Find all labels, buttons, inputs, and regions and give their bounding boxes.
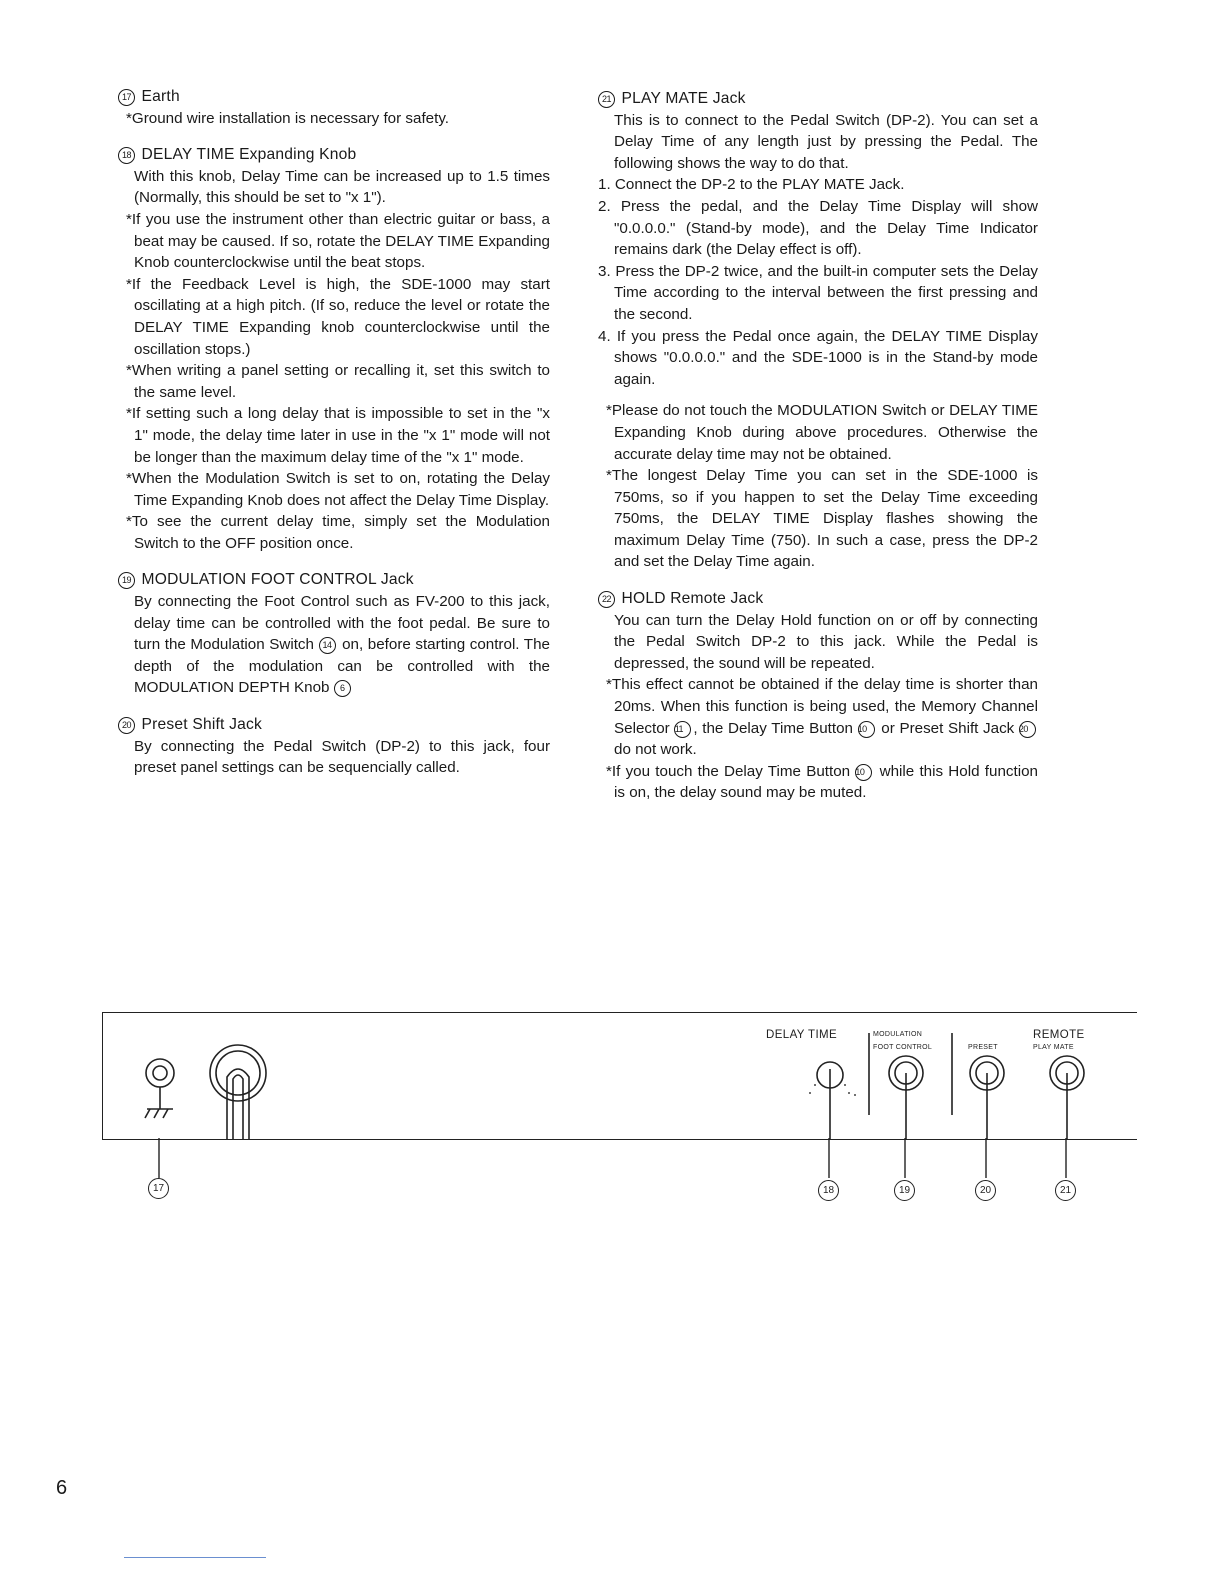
bullet: *If you use the instrument other than electric guitar or bass, a beat may be caused. If so, rotate the DELAY TIME Expanding Knob counterclockwise until the beat stops. [126, 210, 550, 272]
body-text [118, 591, 550, 699]
step-text: If you press the Pedal once again, the DELAY TIME Display shows "0.0.0.0." and the SDE-1000 is in the Stand-by mode again. [614, 327, 1038, 388]
section-title [118, 144, 550, 166]
item-number: 20 [118, 717, 135, 734]
bullet-part: *If you touch the Delay Time Button [606, 762, 851, 780]
section-title [598, 588, 1038, 610]
bullet-part: or Preset Shift Jack [881, 719, 1015, 737]
bullet: *Please do not touch the MODULATION Switch or DELAY TIME Expanding Knob during above procedures. Otherwise the accurate delay time may not be obtained. [606, 402, 1038, 463]
label-foot-control: FOOT CONTROL [873, 1044, 933, 1051]
bullet-part: *This effect cannot be obtained if the delay time is shorter than 20ms. When this function is being used, the Memory Channel Selector [606, 676, 1038, 737]
callout-17: 17 [148, 1178, 169, 1199]
body-text: You can turn the Delay Hold function on or off by connecting the Pedal Switch DP-2 to this jack. While the Pedal is depressed, the sound will be repeated. [614, 611, 1038, 672]
section-title [118, 569, 550, 591]
label-play-mate: PLAY MATE [1033, 1044, 1074, 1051]
section-title-text: Earth [141, 88, 180, 105]
earth-terminal-icon [145, 1059, 174, 1118]
step-text: Press the DP-2 twice, and the built-in computer sets the Delay Time according to the interval between the first pressing and the second. [614, 262, 1038, 323]
section-play-mate [598, 88, 1038, 573]
ref-number: 20 [1019, 721, 1036, 738]
step-item [598, 196, 1038, 261]
step-text: Press the pedal, and the Delay Time Display will show "0.0.0.0." (Stand-by mode), and the Delay Time Indicator remains dark (the Delay effect is off). [614, 197, 1038, 259]
section-title-text: DELAY TIME Expanding Knob [141, 146, 357, 164]
step-text: Connect the DP-2 to the PLAY MATE Jack. [614, 176, 905, 194]
section-modulation-jack [118, 569, 550, 699]
item-number: 17 [118, 89, 135, 106]
left-column [118, 86, 550, 779]
section-title-text: MODULATION FOOT CONTROL Jack [141, 571, 414, 589]
ref-number: 10 [855, 764, 872, 781]
bullet [598, 761, 1038, 804]
body-part: By connecting the Foot Control such as FV-200 to this jack, delay time can be controlled with the foot pedal. Be sure to turn the Modulation Switch [134, 593, 550, 654]
body-part: on, before starting control. The depth of the modulation can be controlled with the MODULATION DEPTH Knob [134, 636, 550, 697]
section-title [118, 86, 550, 108]
bullet: *When the Modulation Switch is set to on, rotating the Delay Time Expanding Knob does not affect the Delay Time Display. [126, 470, 550, 509]
power-cable-icon [210, 1045, 266, 1139]
step-number: 4. [598, 327, 611, 345]
step-item [598, 326, 1038, 391]
knob-scale-dots [809, 1084, 856, 1096]
section-title-text: PLAY MATE Jack [621, 90, 746, 107]
label-delay-time: DELAY TIME [766, 1029, 838, 1041]
item-number: 21 [598, 91, 615, 108]
item-number: 22 [598, 591, 615, 608]
section-title-text: Preset Shift Jack [141, 716, 262, 734]
preset-jack-icon [970, 1056, 1004, 1139]
modulation-jack-icon [889, 1056, 923, 1139]
bullet-part: while this Hold function is on, the delay sound may be muted. [614, 762, 1038, 802]
item-number: 18 [118, 147, 135, 164]
step-item [598, 261, 1038, 326]
callout-21: 21 [1055, 1180, 1076, 1201]
rear-panel-drawing [103, 1013, 1137, 1139]
label-remote: REMOTE [1033, 1029, 1085, 1041]
section-hold-remote [598, 588, 1038, 804]
section-title [118, 714, 550, 736]
callout-19: 19 [894, 1180, 915, 1201]
ref-number: 6 [334, 680, 351, 697]
ref-number: 10 [858, 721, 875, 738]
bullet [598, 674, 1038, 760]
step-number: 3. [598, 262, 611, 280]
bullet: *When writing a panel setting or recalling it, set this switch to the same level. [126, 362, 550, 401]
step-item [598, 174, 1038, 196]
label-modulation: MODULATION [873, 1031, 923, 1038]
callout-18: 18 [818, 1180, 839, 1201]
footer-rule [124, 1557, 266, 1558]
section-delay-time-knob [118, 144, 550, 554]
ref-number: 14 [319, 637, 336, 654]
item-number: 19 [118, 572, 135, 589]
label-preset: PRESET [968, 1044, 998, 1051]
right-column [598, 88, 1038, 804]
bullet-part: do not work. [614, 741, 697, 759]
body-text: By connecting the Pedal Switch (DP-2) to this jack, four preset panel settings can be sequencially called. [134, 737, 550, 777]
section-title [598, 88, 1038, 110]
bullet: *If setting such a long delay that is impossible to set in the "x 1" mode, the delay time later in use in the "x 1" mode will not be longer than the maximum delay time of the "x 1" mode. [126, 405, 550, 466]
ref-number: 11 [674, 721, 691, 738]
delay-time-knob-icon [817, 1062, 843, 1139]
section-preset-shift [118, 714, 550, 779]
bullet: *To see the current delay time, simply set the Modulation Switch to the OFF position once. [126, 513, 550, 552]
body-text: With this knob, Delay Time can be increased up to 1.5 times (Normally, this should be set to "x 1"). [134, 167, 550, 207]
section-earth [118, 86, 550, 129]
remote-play-mate-jack-icon [1050, 1056, 1084, 1139]
callout-leaders [0, 1138, 1224, 1218]
bullet: *If the Feedback Level is high, the SDE-1000 may start oscillating at a high pitch. (If so, reduce the level or rotate the DELAY TIME Expanding knob counterclockwise until the oscillation stops.) [126, 275, 550, 358]
step-number: 2. [598, 197, 611, 215]
body-text: This is to connect to the Pedal Switch (DP-2). You can set a Delay Time of any length just by pressing the Pedal. The following shows the way to do that. [614, 111, 1038, 172]
bullet-part: , the Delay Time Button [693, 719, 853, 737]
section-title-text: HOLD Remote Jack [621, 590, 764, 608]
bullet: *Ground wire installation is necessary for safety. [126, 109, 450, 127]
bullet: *The longest Delay Time you can set in the SDE-1000 is 750ms, so if you happen to set the Delay Time exceeding 750ms, the DELAY TIME Display flashes showing the maximum Delay Time (750). In such a case, press the DP-2 and set the Delay Time again. [606, 467, 1038, 571]
callout-20: 20 [975, 1180, 996, 1201]
page-number: 6 [56, 1477, 68, 1499]
step-number: 1. [598, 176, 611, 194]
rear-panel-diagram [102, 1012, 1137, 1140]
